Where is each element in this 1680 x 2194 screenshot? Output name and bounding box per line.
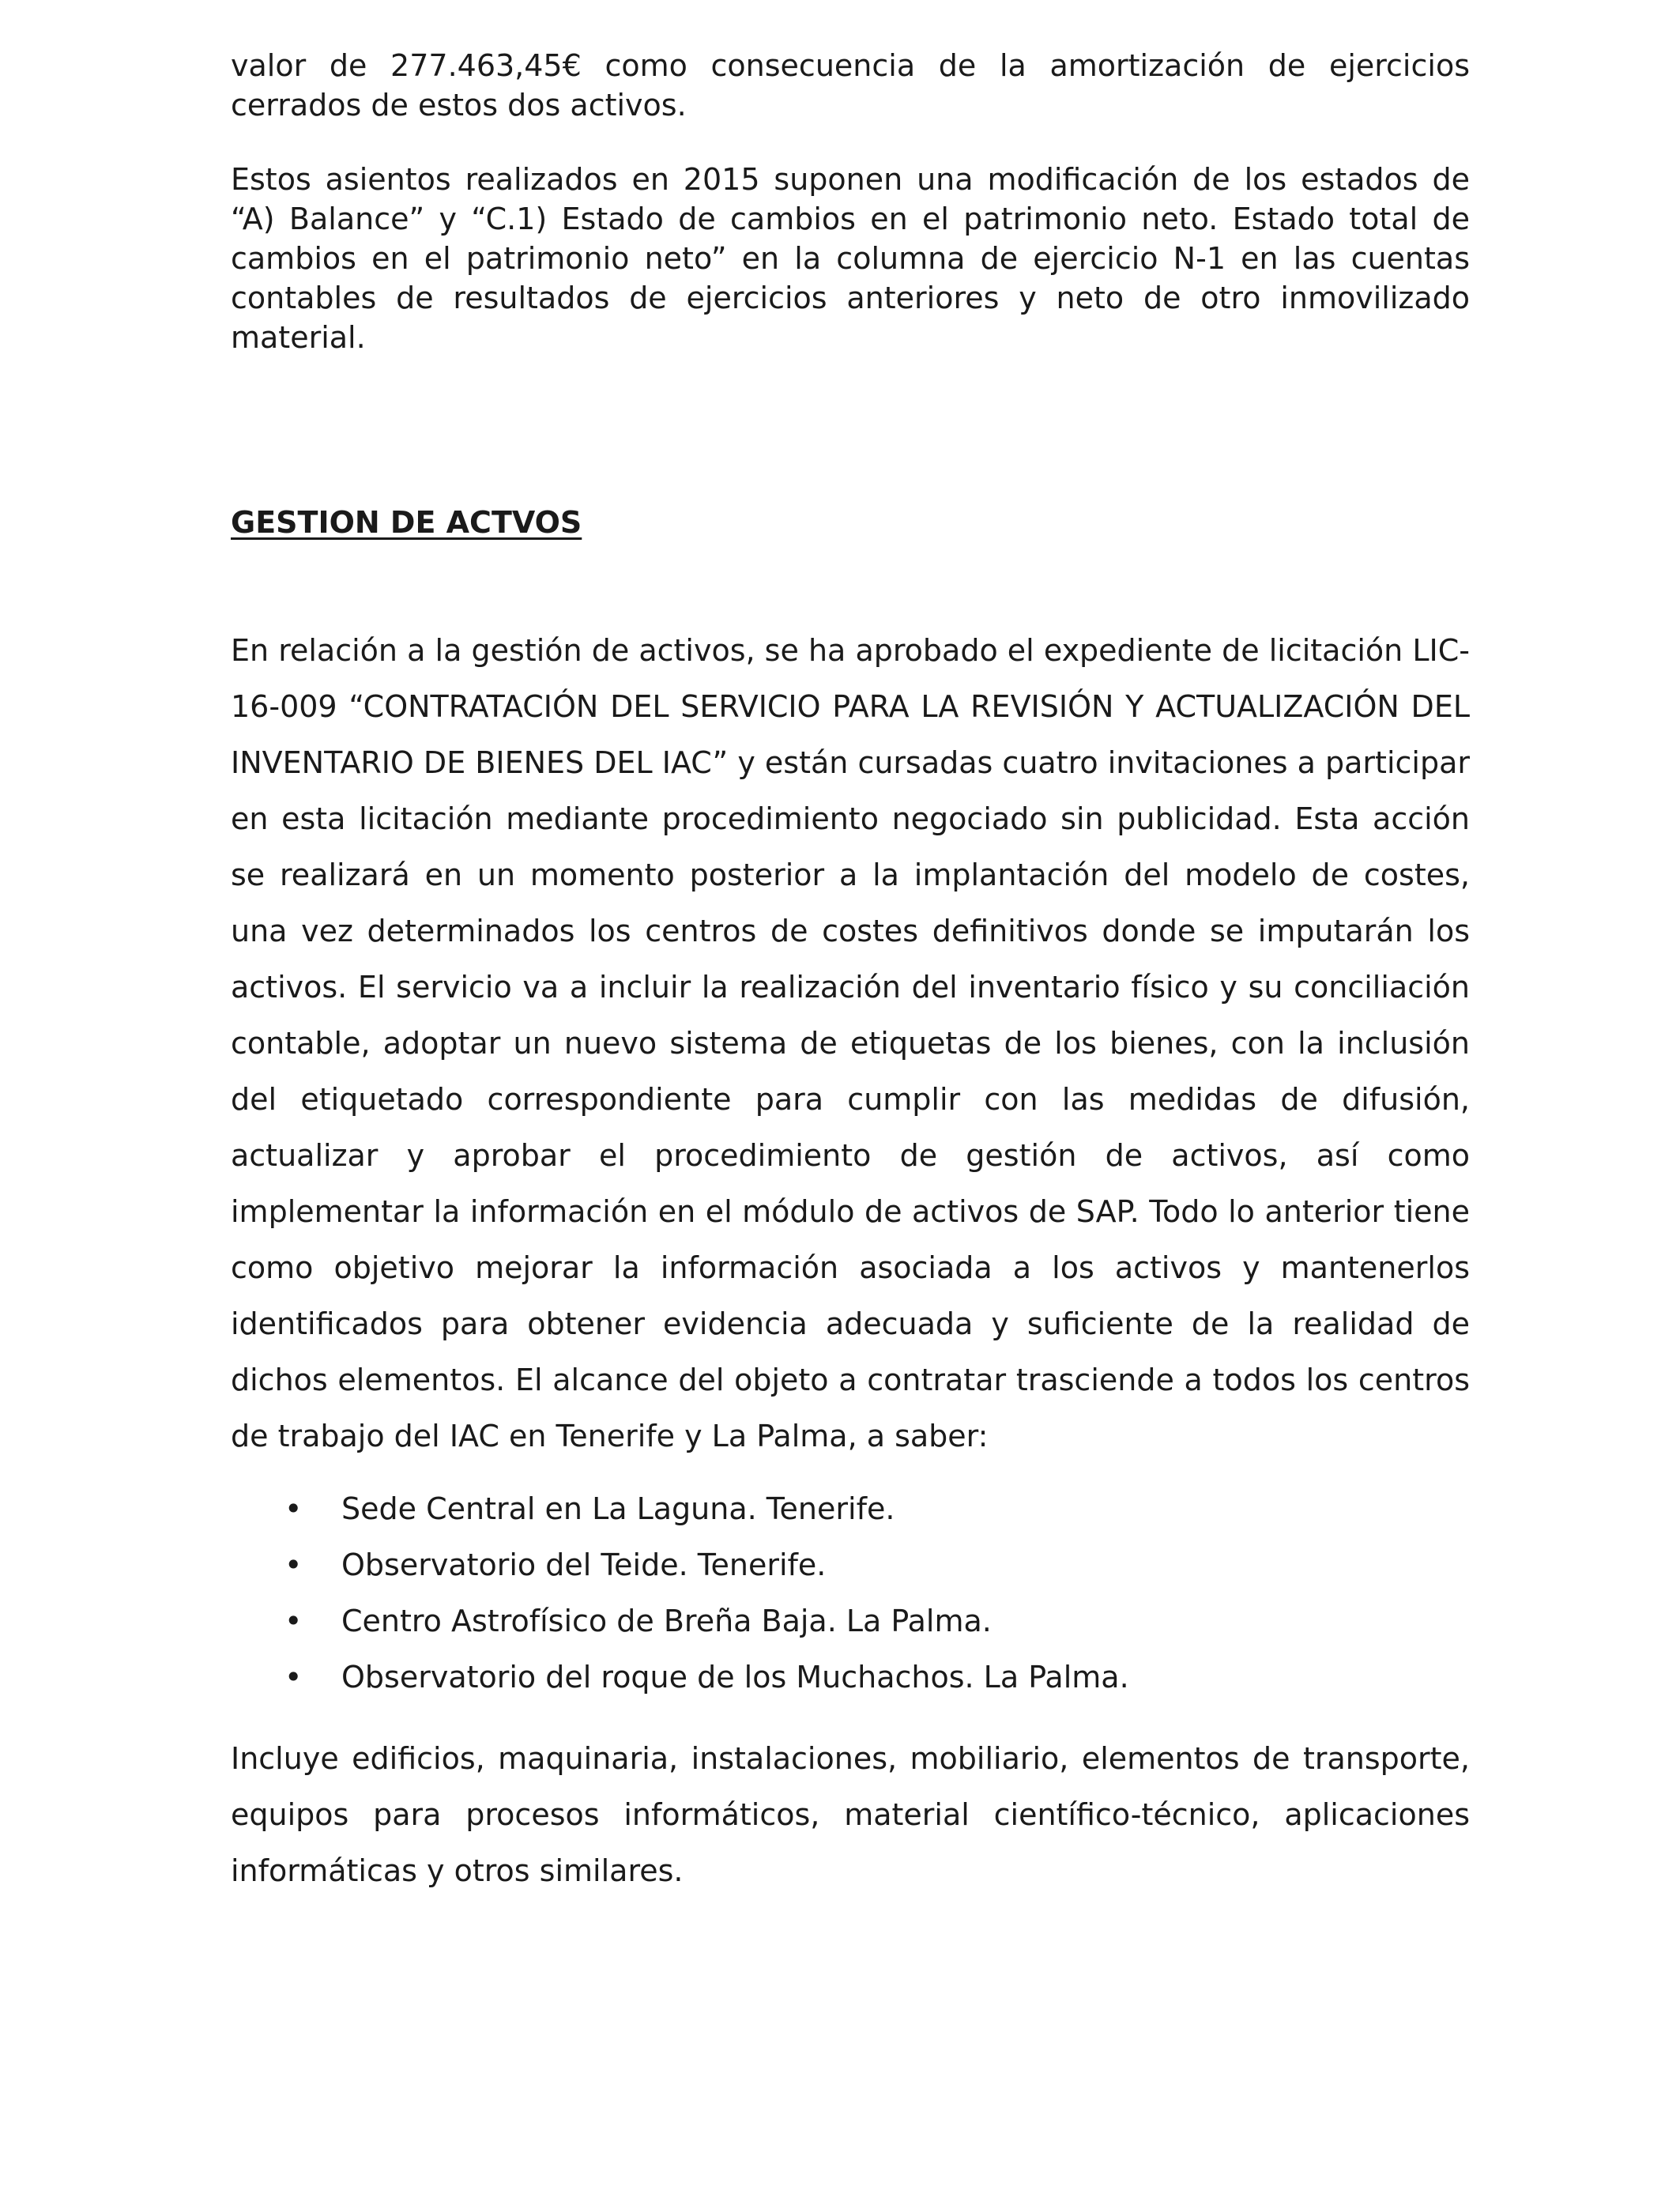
- list-item: [231, 1593, 1470, 1649]
- bullet-icon: •: [284, 1660, 303, 1695]
- list-item: [231, 1481, 1470, 1537]
- intro-paragraph-1: valor de 277.463,45€ como consecuencia de la amortización de ejercicios cerrados de estos dos activos.: [231, 48, 1470, 123]
- closing-paragraph: Incluye edificios, maquinaria, instalaciones, mobiliario, elementos de transporte, equipos para procesos informáticos, material científico-técnico, aplicaciones informáticas y otros similares.: [231, 1741, 1470, 1888]
- document-page: [231, 46, 1470, 1888]
- list-item-text: Sede Central en La Laguna. Tenerife.: [341, 1491, 895, 1526]
- section-heading: GESTION DE ACTVOS: [231, 505, 582, 540]
- work-centers-list: [231, 1481, 1470, 1706]
- bullet-icon: •: [284, 1604, 303, 1638]
- list-item-text: Observatorio del roque de los Muchachos. La Palma.: [341, 1660, 1129, 1695]
- intro-paragraph-2: Estos asientos realizados en 2015 suponen una modificación de los estados de “A) Balance” y “C.1) Estado de cambios en el patrimonio neto. Estado total de cambios en el patrimonio neto” en la columna de ejercicio N-1 en las cuentas contables de resultados de ejercicios anteriores y neto de otro inmovilizado material.: [231, 162, 1470, 355]
- bullet-icon: •: [284, 1491, 303, 1526]
- bullet-icon: •: [284, 1547, 303, 1582]
- list-item-text: Centro Astrofísico de Breña Baja. La Palma.: [341, 1604, 992, 1638]
- list-item-text: Observatorio del Teide. Tenerife.: [341, 1547, 827, 1582]
- section-body-paragraph: En relación a la gestión de activos, se ha aprobado el expediente de licitación LIC-16-009 “CONTRATACIÓN DEL SERVICIO PARA LA REVISIÓN Y ACTUALIZACIÓN DEL INVENTARIO DE BIENES DEL IAC” y están cursadas cuatro invitaciones a participar en esta licitación mediante procedimiento negociado sin publicidad. Esta acción se realizará en un momento posterior a la implantación del modelo de costes, una vez determinados los centros de costes definitivos donde se imputarán los activos. El servicio va a incluir la realización del inventario físico y su conciliación contable, adoptar un nuevo sistema de etiquetas de los bienes, con la inclusión del etiquetado correspondiente para cumplir con las medidas de difusión, actualizar y aprobar el procedimiento de gestión de activos, así como implementar la información en el módulo de activos de SAP. Todo lo anterior tiene como objetivo mejorar la información asociada a los activos y mantenerlos identificados para obtener evidencia adecuada y suficiente de la realidad de dichos elementos. El alcance del objeto a contratar trasciende a todos los centros de trabajo del IAC en Tenerife y La Palma, a saber:: [231, 633, 1470, 1453]
- list-item: [231, 1537, 1470, 1593]
- list-item: [231, 1649, 1470, 1706]
